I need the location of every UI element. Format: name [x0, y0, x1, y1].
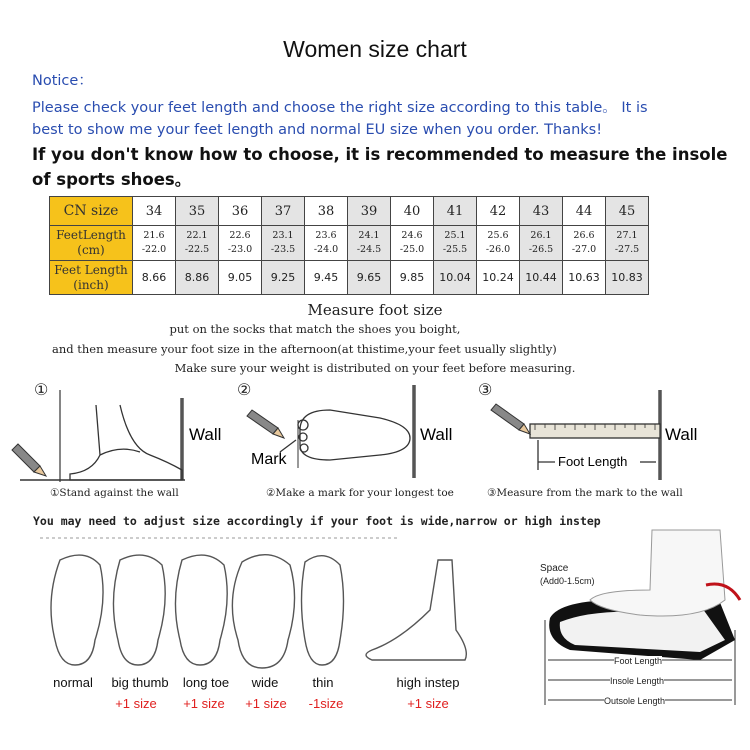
cn-size-cell: 34: [133, 197, 176, 226]
wall-label-3: Wall: [665, 425, 698, 444]
cn-size-cell: 42: [477, 197, 520, 226]
pencil-icon: [247, 410, 284, 438]
step2-illustration: [280, 385, 414, 478]
advice-line-1: If you don't know how to choose, it is recommended to measure the insole: [32, 145, 728, 164]
cm-to: -26.5: [528, 244, 554, 255]
inch-cell: 9.05: [219, 261, 262, 295]
step-number-1: ①: [34, 380, 49, 399]
cm-to: -22.5: [184, 244, 210, 255]
cm-from: 26.1: [530, 230, 552, 241]
advice-line-2: of sports shoes。: [32, 170, 192, 189]
foot-long-toe: [175, 555, 227, 665]
notice-label: Notice：: [32, 73, 93, 89]
inch-header-line-2: (inch): [73, 277, 109, 292]
page-title: Women size chart: [283, 36, 467, 62]
inch-cell: 9.25: [262, 261, 305, 295]
inch-header-line-1: Feet Length: [54, 262, 128, 277]
cn-size-cell: 44: [563, 197, 606, 226]
wall-label-1: Wall: [189, 425, 222, 444]
cm-from: 26.6: [573, 230, 595, 241]
notice-line-2: best to show me your feet length and normal EU size when you order. Thanks!: [32, 122, 603, 138]
cm-from: 25.6: [487, 230, 509, 241]
inch-cell: 8.86: [176, 261, 219, 295]
cn-size-cell: 35: [176, 197, 219, 226]
measure-line-1: put on the socks that match the shoes you boight,: [169, 322, 461, 336]
adjust-note: You may need to adjust size accordingly if your foot is wide,narrow or high instep: [33, 514, 601, 528]
foot-wide: [232, 555, 294, 668]
cm-from: 23.6: [315, 230, 337, 241]
cm-header-line-2: (cm): [77, 243, 105, 257]
cn-size-cell: 37: [262, 197, 305, 226]
cn-size-cell: 40: [391, 197, 434, 226]
cm-to: -23.0: [227, 244, 253, 255]
cm-from: 22.6: [229, 230, 251, 241]
step1-illustration: [20, 390, 185, 482]
cm-to: -27.5: [614, 244, 640, 255]
outsole-length: Outsole Length: [604, 696, 666, 706]
notice-line-1: Please check your feet length and choose the right size according to this table。 It is: [32, 100, 648, 116]
step-caption-3: ③Measure from the mark to the wall: [487, 487, 683, 499]
inch-cell: 8.66: [133, 261, 176, 295]
cm-to: -27.0: [571, 244, 597, 255]
measure-line-2: and then measure your foot size in the afternoon(at thistime,your feet usually slightly): [52, 342, 557, 356]
step-caption-1: ①Stand against the wall: [50, 487, 179, 499]
shoe-foot-length: Foot Length: [614, 656, 663, 666]
cm-from: 27.1: [616, 230, 638, 241]
size-adjust-label: +1 size: [245, 696, 287, 711]
cn-size-cell: 45: [606, 197, 649, 226]
wall-label-2: Wall: [420, 425, 453, 444]
size-adjust-label: +1 size: [115, 696, 157, 711]
foot-type-label: wide: [251, 675, 279, 690]
measure-heading: Measure foot size: [307, 301, 443, 319]
inch-cell: 10.44: [520, 261, 563, 295]
foot-type-label: long toe: [182, 675, 230, 690]
pencil-icon: [491, 404, 530, 434]
inch-cell: 9.65: [348, 261, 391, 295]
foot-thin: [302, 556, 344, 665]
inch-cell: 9.85: [391, 261, 434, 295]
insole-length: Insole Length: [610, 676, 665, 686]
cm-to: -26.0: [485, 244, 511, 255]
inch-cell: 10.63: [563, 261, 606, 295]
cn-size-cell: 43: [520, 197, 563, 226]
cm-from: 25.1: [444, 230, 466, 241]
size-adjust-label: +1 size: [407, 696, 449, 711]
size-adjust-label: +1 size: [183, 696, 225, 711]
mark-label: Mark: [251, 451, 287, 468]
foot-type-label: thin: [312, 675, 334, 690]
foot-shapes: [51, 555, 466, 668]
space-add-label: (Add0-1.5cm): [540, 576, 595, 586]
step-number-3: ③: [478, 380, 493, 399]
cm-header-line-1: FeetLength: [56, 228, 126, 242]
step-caption-2: ②Make a mark for your longest toe: [266, 487, 454, 499]
foot-type-label: normal: [53, 675, 93, 690]
cm-from: 22.1: [186, 230, 208, 241]
cm-to: -24.5: [356, 244, 382, 255]
cn-size-header: CN size: [50, 197, 133, 226]
cn-size-cell: 41: [434, 197, 477, 226]
cm-to: -22.0: [141, 244, 167, 255]
step-number-2: ②: [237, 380, 252, 399]
foot-length-label: Foot Length: [558, 454, 628, 469]
cm-to: -23.5: [270, 244, 296, 255]
cm-to: -25.0: [399, 244, 425, 255]
cn-size-cell: 38: [305, 197, 348, 226]
foot-normal: [51, 555, 103, 665]
foot-big-thumb: [113, 555, 165, 665]
size-adjust-label: -1size: [308, 696, 344, 711]
cm-to: -25.5: [442, 244, 468, 255]
inch-cell: 10.83: [606, 261, 649, 295]
cm-to: -24.0: [313, 244, 339, 255]
cm-from: 24.1: [358, 230, 380, 241]
inch-cell: 10.24: [477, 261, 520, 295]
cm-from: 23.1: [272, 230, 294, 241]
cm-from: 21.6: [143, 230, 165, 241]
cm-from: 24.6: [401, 230, 423, 241]
inch-cell: 10.04: [434, 261, 477, 295]
foot-type-label: big thumb: [111, 675, 169, 690]
pencil-icon: [12, 444, 46, 476]
cn-size-cell: 36: [219, 197, 262, 226]
foot-type-label: high instep: [396, 675, 460, 690]
inch-cell: 9.45: [305, 261, 348, 295]
foot-high-instep: [366, 560, 466, 660]
measure-line-3: Make sure your weight is distributed on your feet before measuring.: [174, 361, 576, 375]
cn-size-cell: 39: [348, 197, 391, 226]
space-label: Space: [540, 563, 569, 574]
